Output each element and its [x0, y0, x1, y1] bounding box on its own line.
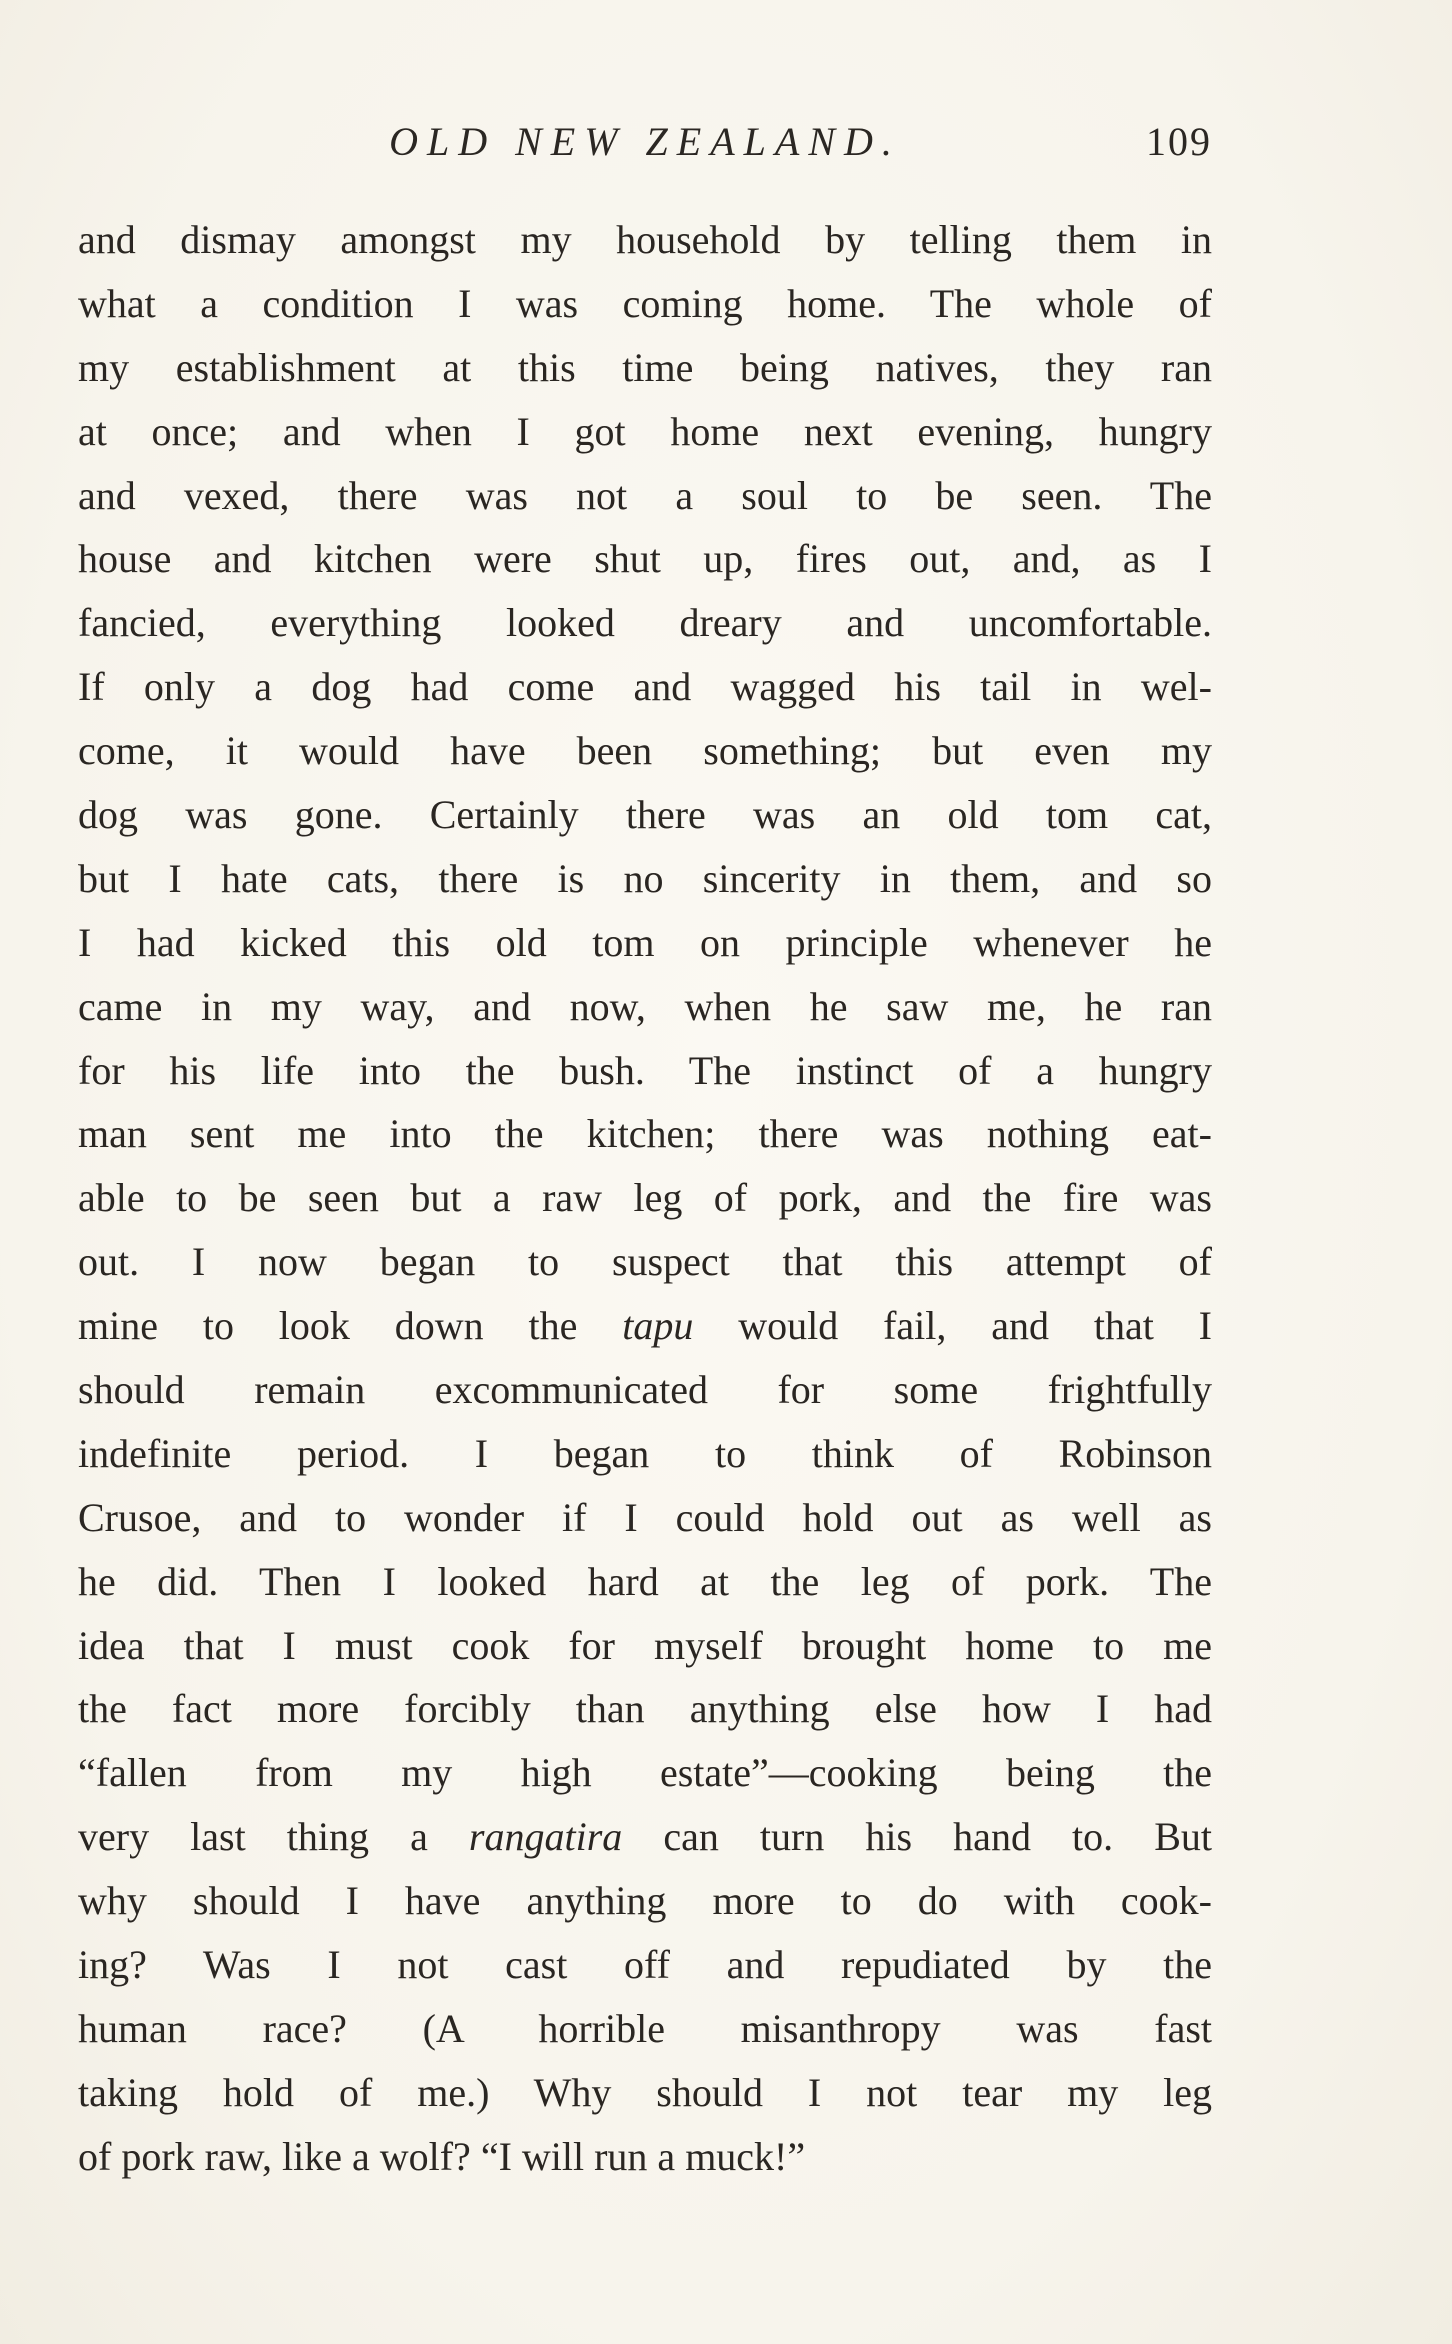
text-line: at once; and when I got home next evening, hungry [78, 408, 1212, 454]
text-line: ing? Was I not cast off and repudiated by the [78, 1942, 1212, 1988]
text-line: indefinite period. I began to think of Robinson [78, 1430, 1212, 1476]
text-line: why should I have anything more to do with cook- [78, 1878, 1212, 1924]
text-line [78, 1805, 1212, 1869]
text-line: fancied, everything looked dreary and uncomfortable. [78, 600, 1212, 646]
line-text: can turn his hand to. But [622, 1814, 1212, 1860]
page-header [78, 118, 1212, 178]
body-text [78, 208, 1212, 2189]
text-line: of pork raw, like a wolf? “I will run a muck!” [78, 2133, 806, 2179]
line-text: mine to look down the [78, 1303, 623, 1349]
text-line: but I hate cats, there is no sincerity in them, and so [78, 855, 1212, 901]
text-line: come, it would have been something; but even my [78, 728, 1212, 774]
text-line: what a condition I was coming home. The whole of [78, 280, 1212, 326]
text-line: “fallen from my high estate”—cooking being the [78, 1750, 1212, 1796]
line-text: very last thing a [78, 1814, 469, 1860]
text-line: house and kitchen were shut up, fires out, and, as I [78, 536, 1212, 582]
text-line: the fact more forcibly than anything else how I had [78, 1686, 1212, 1732]
text-line: idea that I must cook for myself brought home to me [78, 1622, 1212, 1668]
italic-term: rangatira [468, 1814, 623, 1860]
text-line: and vexed, there was not a soul to be seen. The [78, 472, 1212, 518]
text-line: he did. Then I looked hard at the leg of pork. The [78, 1558, 1212, 1604]
text-line [78, 1294, 1212, 1358]
text-line: able to be seen but a raw leg of pork, and the fire was [78, 1175, 1212, 1221]
line-text: would fail, and that I [693, 1303, 1212, 1349]
text-line: for his life into the bush. The instinct of a hungry [78, 1047, 1212, 1093]
page-number: 109 [1146, 119, 1212, 164]
text-line: my establishment at this time being natives, they ran [78, 344, 1212, 390]
text-line: should remain excommunicated for some frightfully [78, 1367, 1212, 1413]
text-line: If only a dog had come and wagged his tail in wel- [78, 664, 1212, 710]
text-line: and dismay amongst my household by telling them in [78, 217, 1212, 262]
text-line: out. I now began to suspect that this attempt of [78, 1239, 1212, 1285]
text-line: taking hold of me.) Why should I not tear my leg [78, 2069, 1212, 2115]
running-title: OLD NEW ZEALAND. [389, 119, 901, 164]
text-line: man sent me into the kitchen; there was nothing eat- [78, 1111, 1212, 1157]
text-line: dog was gone. Certainly there was an old tom cat, [78, 792, 1212, 838]
text-line: came in my way, and now, when he saw me, he ran [78, 983, 1212, 1029]
text-line: human race? (A horrible misanthropy was fast [78, 2005, 1212, 2051]
italic-term: tapu [622, 1303, 694, 1349]
text-line: I had kicked this old tom on principle whenever he [78, 919, 1212, 965]
text-line: Crusoe, and to wonder if I could hold out as well as [78, 1494, 1212, 1540]
